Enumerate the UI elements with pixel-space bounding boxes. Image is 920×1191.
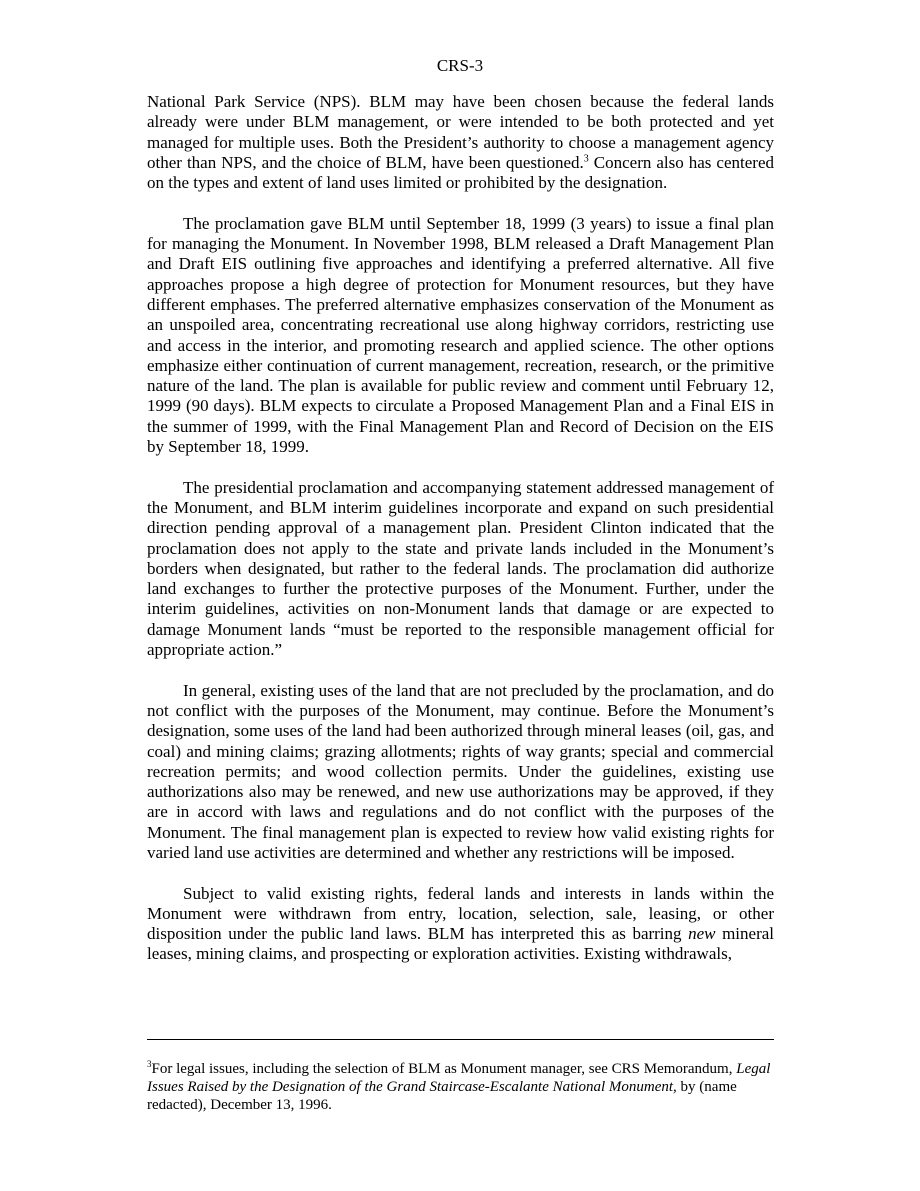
- paragraph-5-emphasis: new: [688, 924, 716, 944]
- footnote-title: Legal Issues Raised by the Designation of the Grand Staircase-Escalante National Monument: [147, 1061, 771, 1095]
- footnote-text-end: , by (name redacted), December 13, 1996.: [147, 1079, 737, 1113]
- footnote-divider: [147, 1039, 774, 1040]
- footnote: [147, 1060, 774, 1114]
- document-body: [147, 92, 774, 965]
- footnote-text: For legal issues, including the selection of BLM as Monument manager, see CRS Memorandum,: [151, 1061, 737, 1077]
- paragraph-4: In general, existing uses of the land that are not precluded by the proclamation, and do not conflict with the purposes of the Monument, may continue. Before the Monument’s designation, some uses of the land had been authorized through mineral leases (oil, gas, and coal) and mining claims; grazing allotments; rights of way grants; special and commercial recreation permits; and wood collection permits. Under the guidelines, existing use authorizations also may be renewed, and new use authorizations may be approved, if they are in accord with laws and regulations and do not conflict with the purposes of the Monument. The final management plan is expected to review how valid existing rights for varied land use activities are determined and whether any restrictions will be imposed.: [147, 680, 774, 862]
- paragraph-5-text: Subject to valid existing rights, federal lands and interests in lands within the Monument were withdrawn from entry, location, selection, sale, leasing, or other disposition under the public land laws. BLM has interpreted this as barring: [147, 883, 774, 944]
- footnote-reference[interactable]: 3: [583, 153, 589, 165]
- paragraph-5-text-continued: mineral leases, mining claims, and prospecting or exploration activities. Existing withdrawals,: [147, 924, 774, 964]
- paragraph-1-text: National Park Service (NPS). BLM may have been chosen because the federal lands already were under BLM management, or were intended to be both protected and yet managed for multiple uses. Both the President’s authority to choose a management agency other than NPS, and the choice of BLM, have been questioned.: [147, 92, 774, 172]
- paragraph-3: The presidential proclamation and accompanying statement addressed management of the Monument, and BLM interim guidelines incorporate and expand on such presidential direction pending approval of a management plan. President Clinton indicated that the proclamation does not apply to the state and private lands included in the Monument’s borders when designated, but rather to the federal lands. The proclamation did authorize land exchanges to further the protective purposes of the Monument. Further, under the interim guidelines, activities on non-Monument lands that damage or are expected to damage Monument lands “must be reported to the responsible management official for appropriate action.”: [147, 477, 774, 660]
- footnote-marker: 3: [147, 1059, 152, 1069]
- paragraph-2: The proclamation gave BLM until September 18, 1999 (3 years) to issue a final plan for managing the Monument. In November 1998, BLM released a Draft Management Plan and Draft EIS outlining five approaches and identifying a preferred alternative. All five approaches propose a high degree of protection for Monument resources, but they have different emphases. The preferred alternative emphasizes conservation of the Monument as an unspoiled area, concentrating recreational use along highway corridors, restricting use and access in the interior, and promoting research and applied science. The other options emphasize either continuation of current management, recreation, research, or the primitive nature of the land. The plan is available for public review and comment until February 12, 1999 (90 days). BLM expects to circulate a Proposed Management Plan and a Final EIS in the summer of 1999, with the Final Management Plan and Record of Decision on the EIS by September 18, 1999.: [147, 213, 774, 457]
- paragraph-5: [147, 884, 774, 965]
- paragraph-1-text-continued: Concern also has centered on the types and extent of land uses limited or prohibited by the designation.: [147, 152, 774, 193]
- paragraph-1: [147, 92, 774, 193]
- page-number: CRS-3: [436, 56, 484, 75]
